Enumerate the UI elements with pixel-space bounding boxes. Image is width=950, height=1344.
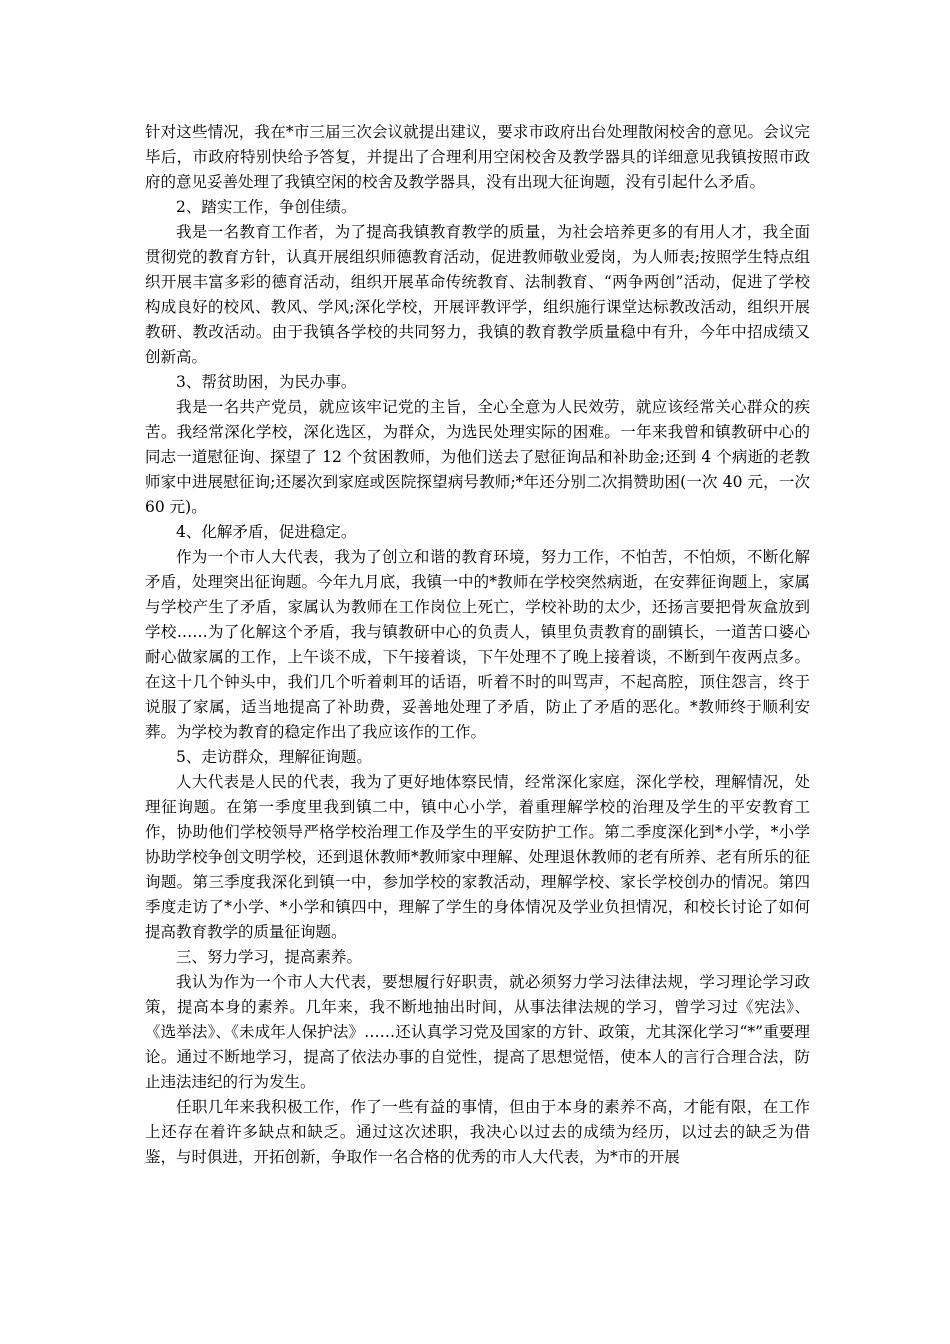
section-heading-5: 5、走访群众，理解征询题。 [176,748,372,766]
paragraph-6: 我认为作为一个市人大代表，要想履行好职责，就必须努力学习法律法规，学习理论学习政策，提高本身的素养。几年来，我不断地抽出时间，从事法律法规的学习，曾学习过《宪法》、《选举法》、《未成年人保护法》……还认真学习党及国家的方针、政策，尤其深化学习“*”重要理论。通过不断地学习，提高了依法办事的自觉性，提高了思想觉悟，使本人的言行合理合法，防止违法违纪的行为发生。 [145,973,810,1091]
section-heading-4: 4、化解矛盾，促进稳定。 [176,523,357,541]
paragraph-1: 针对这些情况，我在*市三届三次会议就提出建议，要求市政府出台处理散闲校舍的意见。会议完毕后，市政府特别快给予答复，并提出了合理利用空闲校舍及教学器具的详细意见我镇按照市政府的意见妥善处理了我镇空闲的校舍及教学器具，没有出现大征询题，没有引起什么矛盾。 [145,123,810,191]
document-page [145,120,810,1170]
paragraph-7: 任职几年来我积极工作，作了一些有益的事情，但由于本身的素养不高，才能有限，在工作上还存在着许多缺点和缺乏。通过这次述职，我决心以过去的成绩为经历，以过去的缺乏为借鉴，与时俱进，开拓创新，争取作一名合格的优秀的市人大代表，为*市的开展 [145,1098,810,1166]
paragraph-5: 人大代表是人民的代表，我为了更好地体察民情，经常深化家庭，深化学校，理解情况，处理征询题。在第一季度里我到镇二中，镇中心小学，着重理解学校的治理及学生的平安教育工作，协助他们学校领导严格学校治理工作及学生的平安防护工作。第二季度深化到*小学，*小学协助学校争创文明学校，还到退休教师*教师家中理解、处理退休教师的老有所养、老有所乐的征询题。第三季度我深化到镇一中，参加学校的家教活动，理解学校、家长学校创办的情况。第四季度走访了*小学、*小学和镇四中，理解了学生的身体情况及学业负担情况，和校长讨论了如何提高教育教学的质量征询题。 [145,773,810,941]
section-heading-3: 3、帮贫助困，为民办事。 [176,373,357,391]
paragraph-2: 我是一名教育工作者，为了提高我镇教育教学的质量，为社会培养更多的有用人才，我全面贯彻党的教育方针，认真开展组织师德教育活动，促进教师敬业爱岗，为人师表;按照学生特点组织开展丰富多彩的德育活动，组织开展革命传统教育、法制教育、“两争两创”活动，促进了学校构成良好的校风、教风、学风;深化学校，开展评教评学，组织施行课堂达标教改活动，组织开展教研、教改活动。由于我镇各学校的共同努力，我镇的教育教学质量稳中有升，今年中招成绩又创新高。 [145,223,810,366]
section-heading-three: 三、努力学习，提高素养。 [176,948,363,966]
paragraph-4: 作为一个市人大代表，我为了创立和谐的教育环境，努力工作，不怕苦，不怕烦，不断化解矛盾，处理突出征询题。今年九月底，我镇一中的*教师在学校突然病逝，在安葬征询题上，家属与学校产生了矛盾，家属认为教师在工作岗位上死亡，学校补助的太少，还扬言要把骨灰盒放到学校……为了化解这个矛盾，我与镇教研中心的负责人，镇里负责教育的副镇长，一道苦口婆心耐心做家属的工作，上午谈不成，下午接着谈，下午处理不了晚上接着谈，不断到午夜两点多。在这十几个钟头中，我们几个听着刺耳的话语，听着不时的叫骂声，不起高腔，顶住怨言，终于说服了家属，适当地提高了补助费，妥善地处理了矛盾，防止了矛盾的恶化。*教师终于顺利安葬。为学校为教育的稳定作出了我应该作的工作。 [145,548,810,741]
paragraph-3: 我是一名共产党员，就应该牢记党的主旨，全心全意为人民效劳，就应该经常关心群众的疾苦。我经常深化学校，深化选区，为群众，为选民处理实际的困难。一年来我曾和镇教研中心的同志一道慰征询、探望了 12 个贫困教师，为他们送去了慰征询品和补助金;还到 4 个病逝的老教师家中进展慰征询;还屡次到家庭或医院探望病号教师;*年还分别二次捐赞助困(一次 40 元，一次 60 元)。 [145,398,810,516]
section-heading-2: 2、踏实工作，争创佳绩。 [176,198,357,216]
